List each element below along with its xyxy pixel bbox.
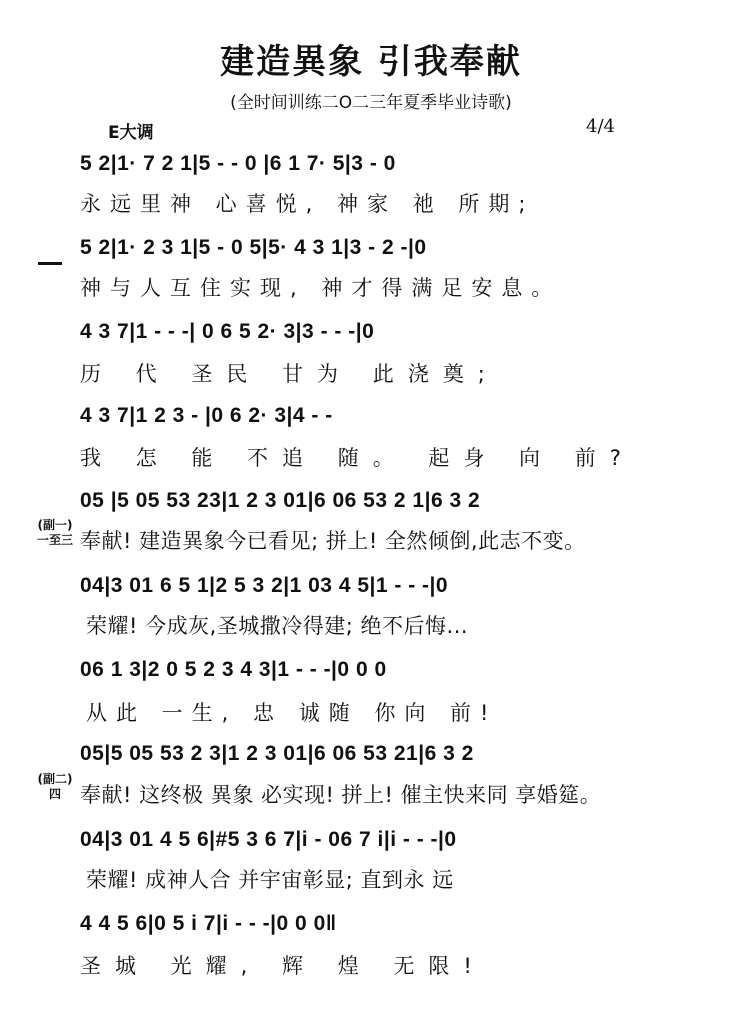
lyric-line-10: 圣城 光耀, 辉 煌 无限!	[80, 954, 486, 978]
chorus-label-1	[30, 518, 80, 548]
lyric-line-7: 从此 一生, 忠 诚随 你向 前!	[86, 701, 498, 725]
time-signature: 4/4	[586, 116, 615, 137]
notation-line-9: 04|3 01 4 5 6|#5 3 6 7|i - 06 7 i|i - - -|0	[80, 828, 457, 851]
lyric-line-8: 奉献! 这终极 異象 必实现! 拼上! 催主快来同 享婚筵。	[80, 783, 602, 807]
notation-line-1: 5 2|1· 7 2 1|5 - - 0 |6 1 7· 5|3 - 0	[80, 152, 396, 175]
chorus-label-2	[30, 772, 80, 802]
lyric-line-5: 奉献! 建造異象今已看见; 拼上! 全然倾倒,此志不变。	[80, 529, 586, 553]
song-subtitle: (全时间训练二O二三年夏季毕业诗歌)	[230, 93, 512, 113]
chorus-label-1-title: (副一)	[37, 518, 73, 532]
lyric-line-9: 荣耀! 成神人合 并宇宙彰显; 直到永 远	[86, 868, 454, 892]
chorus-label-2-verses: 四	[48, 787, 61, 801]
chorus-label-2-title: (副二)	[37, 772, 73, 786]
notation-line-10: 4 4 5 6|0 5 i 7|i - - -|0 0 0‖	[80, 912, 337, 935]
lyric-line-2: 神与人互住实现, 神才得满足安息。	[80, 276, 562, 300]
lyric-line-6: 荣耀! 今成灰,圣城撒冷得建; 绝不后悔...	[86, 614, 469, 638]
notation-line-7: 06 1 3|2 0 5 2 3 4 3|1 - - -|0 0 0	[80, 658, 387, 681]
key-signature: E大调	[108, 123, 154, 143]
song-title: 建造異象 引我奉献	[220, 42, 522, 82]
notation-line-2: 5 2|1· 2 3 1|5 - 0 5|5· 4 3 1|3 - 2 -|0	[80, 236, 427, 259]
notation-line-8: 05|5 05 53 2 3|1 2 3 01|6 06 53 21|6 3 2	[80, 742, 474, 765]
notation-line-6: 04|3 01 6 5 1|2 5 3 2|1 03 4 5|1 - - -|0	[80, 574, 449, 597]
notation-line-3: 4 3 7|1 - - -| 0 6 5 2· 3|3 - - -|0	[80, 320, 375, 343]
repeat-dash-mark	[38, 262, 62, 265]
chorus-label-1-verses: 一至三	[36, 533, 73, 547]
notation-line-5: 05 |5 05 53 23|1 2 3 01|6 06 53 2 1|6 3 2	[80, 489, 481, 512]
lyric-line-1: 永远里神 心喜悦, 神家 祂 所期;	[80, 192, 535, 216]
lyric-line-3: 历 代 圣民 甘为 此浇奠;	[80, 362, 499, 386]
notation-line-4: 4 3 7|1 2 3 - |0 6 2· 3|4 - -	[80, 404, 333, 427]
lyric-line-4: 我 怎 能 不追 随。 起身 向 前?	[80, 446, 635, 470]
